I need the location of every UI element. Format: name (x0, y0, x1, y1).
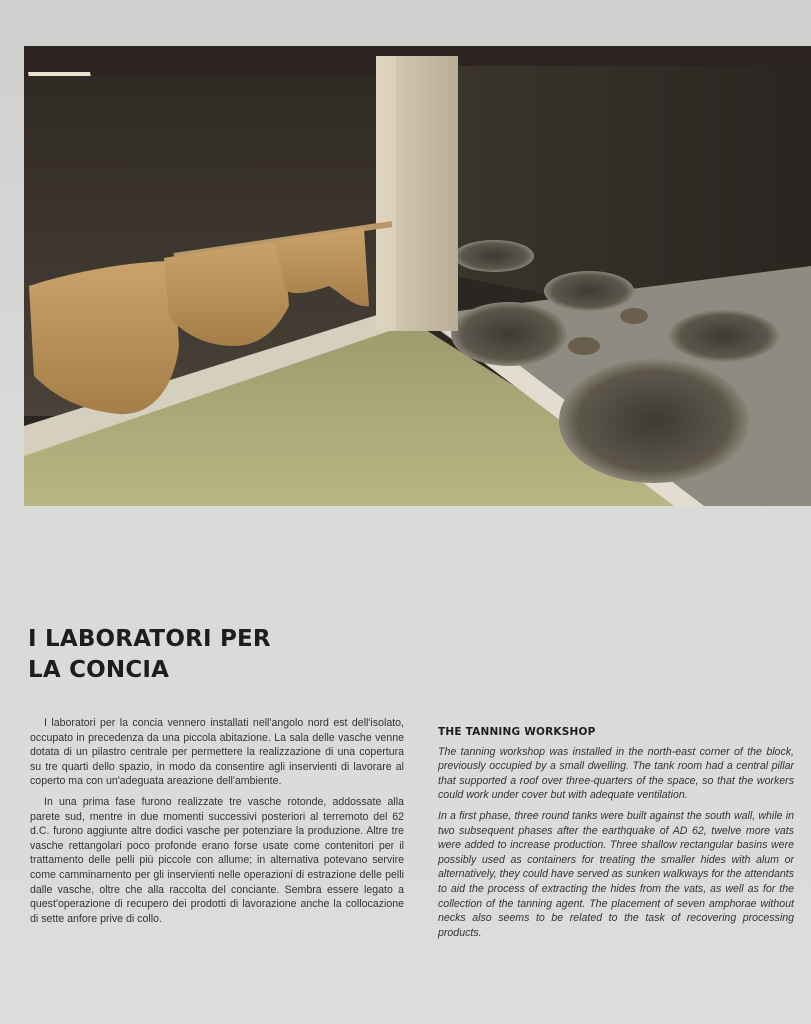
english-text-column (438, 725, 794, 946)
title-line-1: I LABORATORI PER (28, 626, 271, 652)
english-heading: THE TANNING WORKSHOP (438, 726, 596, 738)
tannery-photo (24, 46, 811, 506)
italian-paragraph-1: I laboratori per la concia vennero installati nell'angolo nord est dell'isolato, occupato in precedenza da una piccola abitazione. La sala delle vasche venne dotata di un pilastro centrale per permettere la realizzazione di una copertura su tre quarti dello spazio, in modo da consentire agli inservienti di lavorare al coperto ma con un'adeguata areazione dell'ambiente. (30, 717, 404, 788)
english-paragraph-2: In a first phase, three round tanks were built against the south wall, while in two subsequent phases after the earthquake of AD 62, twelve more vats were added to increase production. Three shallow rectangular basins were possibly used as containers for treating the smaller hides with alum or alternatively, they could have served as sunken walkways for the attendants to aid the process of extracting the hides from the vats, as well as for the collection of the tanning agent. The placement of seven amphorae without necks also seems to be related to the task of recovering processing products. (438, 809, 794, 939)
page-title (28, 624, 428, 686)
english-paragraph-1: The tanning workshop was installed in the north-east corner of the block, previously occupied by a small dwelling. The tank room had a central pillar that supported a roof over three-quarters of the space, so that the workers could work under cover but with adequate ventilation. (438, 745, 794, 802)
italian-paragraph-2: In una prima fase furono realizzate tre vasche rotonde, addossate alla parete sud, mentre in due momenti successivi posteriori al terremoto del 62 d.C. furono aggiunte altre dodici vasche per potenziare la produzione. Altre tre vasche rettangolari poco profonde erano forse usate come contenitori per il trattamento delle pelli più piccole con allume; in alternativa potevano servire come camminamento per gli inservienti nelle operazioni di estrazione delle pelli dalle vasche, oltre che alla raccolta del conciante. Sembra essere legato a quest'operazione di recupero dei prodotti di lavorazione anche la collocazione di sette anfore prive di collo. (30, 795, 404, 925)
italian-text-column (30, 716, 404, 932)
title-line-2: LA CONCIA (28, 657, 170, 683)
